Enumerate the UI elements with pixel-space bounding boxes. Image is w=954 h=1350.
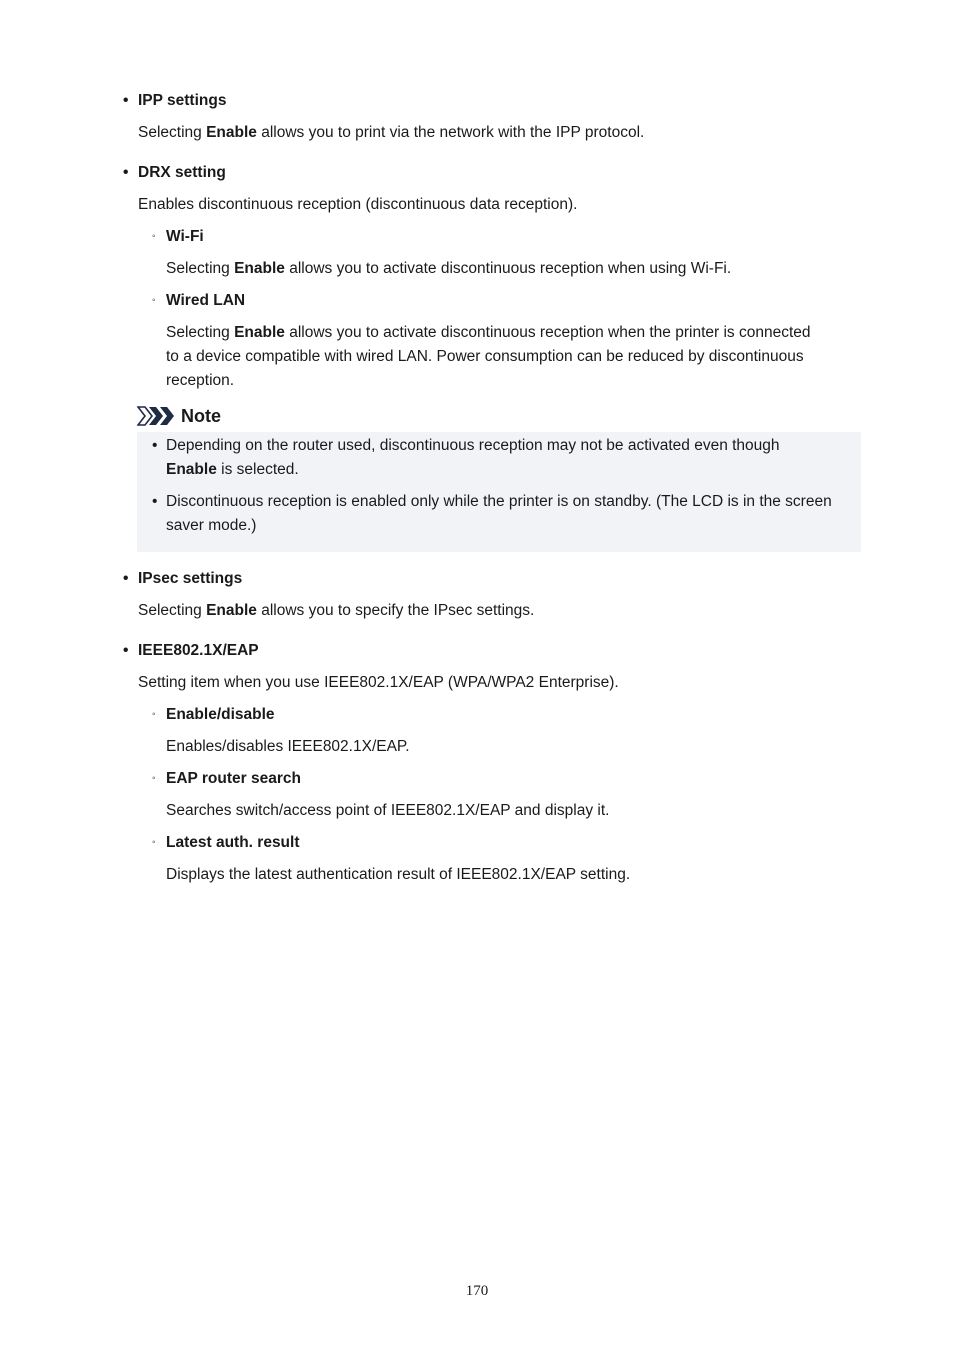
- note-item-2-line2: saver mode.): [166, 517, 257, 534]
- page-number: 170: [465, 1283, 489, 1299]
- sub-title-eap-router-search: EAP router search: [166, 770, 301, 787]
- desc-text: Selecting: [138, 602, 207, 619]
- desc-bold: Enable: [166, 461, 217, 478]
- section-title-ieee: IEEE802.1X/EAP: [138, 642, 259, 659]
- sub-desc-wired-lan-line1: [166, 321, 811, 345]
- section-desc-ipp: [138, 121, 644, 145]
- sub-desc-latest-auth: Displays the latest authentication result of IEEE802.1X/EAP setting.: [166, 866, 631, 883]
- sub-bullet: ◦: [152, 773, 156, 784]
- sub-desc-eap-router-search: Searches switch/access point of IEEE802.1X/EAP and display it.: [166, 802, 610, 819]
- sub-bullet: ◦: [152, 295, 156, 306]
- desc-text: allows you to activate discontinuous reception when using Wi-Fi.: [284, 260, 732, 277]
- desc-bold: Enable: [206, 602, 257, 619]
- sub-desc-wired-lan-line2: to a device compatible with wired LAN. Power consumption can be reduced by discontinuous: [166, 348, 804, 365]
- note-title: Note: [181, 406, 221, 426]
- sub-desc-wifi: [166, 257, 731, 281]
- sub-title-wifi: Wi-Fi: [166, 228, 204, 245]
- desc-text: Selecting: [166, 324, 235, 341]
- sub-title-enable-disable: Enable/disable: [166, 706, 275, 723]
- note-chevrons-icon: [137, 403, 177, 429]
- section-desc-drx: Enables discontinuous reception (discontinuous data reception).: [138, 196, 578, 213]
- bullet: •: [123, 164, 129, 181]
- desc-text: is selected.: [216, 461, 299, 478]
- desc-text: allows you to activate discontinuous reception when the printer is connected: [284, 324, 811, 341]
- section-title-ipsec: IPsec settings: [138, 570, 243, 587]
- note-item-2-line1: Discontinuous reception is enabled only while the printer is on standby. (The LCD is in the screen: [166, 493, 832, 510]
- bullet: •: [123, 570, 129, 587]
- note-bullet: •: [152, 437, 158, 454]
- desc-text: allows you to print via the network with the IPP protocol.: [256, 124, 645, 141]
- sub-desc-enable-disable: Enables/disables IEEE802.1X/EAP.: [166, 738, 410, 755]
- desc-text: allows you to specify the IPsec settings.: [256, 602, 535, 619]
- section-title-drx: DRX setting: [138, 164, 226, 181]
- note-item-1-line2: [166, 458, 299, 482]
- sub-bullet: ◦: [152, 709, 156, 720]
- desc-text: Selecting: [166, 260, 235, 277]
- desc-bold: Enable: [206, 124, 257, 141]
- sub-bullet: ◦: [152, 837, 156, 848]
- section-desc-ieee: Setting item when you use IEEE802.1X/EAP (WPA/WPA2 Enterprise).: [138, 674, 619, 691]
- sub-title-latest-auth: Latest auth. result: [166, 834, 300, 851]
- section-desc-ipsec: [138, 599, 534, 623]
- sub-title-wired-lan: Wired LAN: [166, 292, 246, 309]
- sub-bullet: ◦: [152, 231, 156, 242]
- section-title-ipp: IPP settings: [138, 92, 227, 109]
- note-item-1-line1: Depending on the router used, discontinuous reception may not be activated even though: [166, 437, 780, 454]
- desc-text: Selecting: [138, 124, 207, 141]
- bullet: •: [123, 642, 129, 659]
- sub-desc-wired-lan-line3: reception.: [166, 372, 235, 389]
- desc-bold: Enable: [234, 260, 285, 277]
- desc-bold: Enable: [234, 324, 285, 341]
- note-bullet: •: [152, 493, 158, 510]
- bullet: •: [123, 92, 129, 109]
